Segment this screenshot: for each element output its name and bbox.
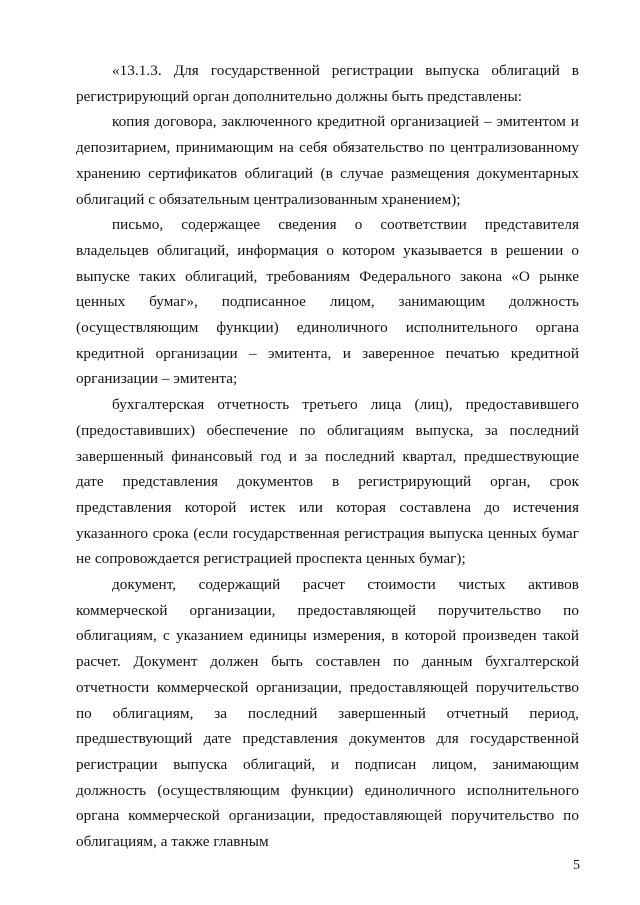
page-number: 5 [573,858,580,873]
paragraph-third-party-accounting: бухгалтерская отчетность третьего лица (лиц), предоставившего (предоставивших) обеспечение по облигациям выпуска, за последний завершенный финансовый год и за последний квартал, предшествующие дате представления документов в регистрирующий орган, срок представления которой истек или которая составлена до истечения указанного срока (если государственная регистрация выпуска ценных бумаг не сопровождается регистрацией проспекта ценных бумаг); [76,396,579,568]
paragraph-13-1-3-intro: «13.1.3. Для государственной регистрации выпуска облигаций в регистрирующий орган дополнительно должны быть представлены: [76,62,579,105]
paragraph-depository-agreement: копия договора, заключенного кредитной организацией – эмитентом и депозитарием, принимающим на себя обязательство по централизованному хранению сертификатов облигаций (в случае размещения документарных облигаций с обязательным централизованным хранением); [76,113,579,208]
document-body [76,58,579,855]
paragraph-representative-letter: письмо, содержащее сведения о соответствии представителя владельцев облигаций, информация о котором указывается в решении о выпуске таких облигаций, требованиям Федерального закона «О рынке ценных бумаг», подписанное лицом, занимающим должность (осуществляющим функции) единоличного исполнительного органа кредитной организации – эмитента, и заверенное печатью кредитной организации – эмитента; [76,216,579,388]
paragraph-net-assets-calculation: документ, содержащий расчет стоимости чистых активов коммерческой организации, предоставляющей поручительство по облигациям, с указанием единицы измерения, в которой произведен такой расчет. Документ должен быть составлен по данным бухгалтерской отчетности коммерческой организации, предоставляющей поручительство по облигациям, за последний завершенный отчетный период, предшествующий дате представления документов для государственной регистрации выпуска облигаций, и подписан лицом, занимающим должность (осуществляющим функции) единоличного исполнительного органа коммерческой организации, предоставляющей поручительство по облигациям, а также главным [76,576,579,851]
